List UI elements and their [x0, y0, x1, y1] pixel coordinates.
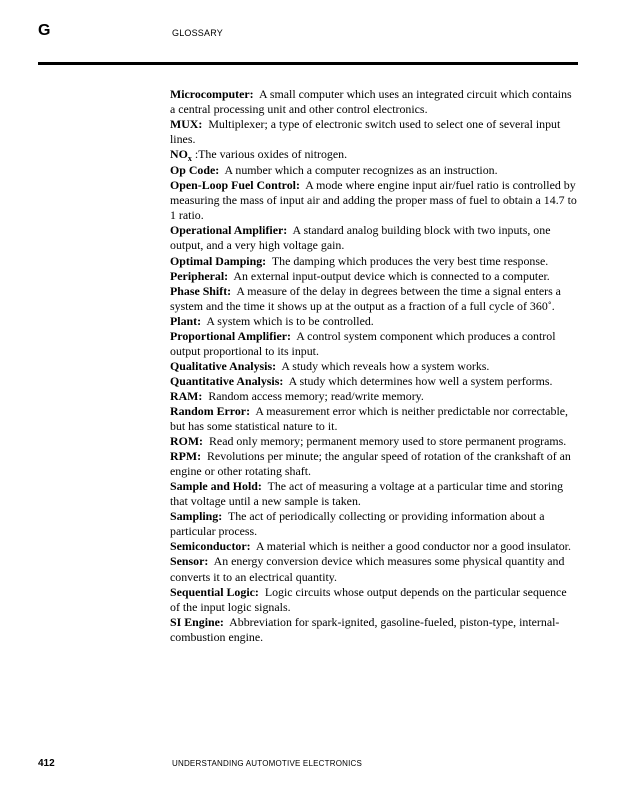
glossary-definition: Random access memory; read/write memory. — [208, 388, 424, 403]
glossary-term: MUX: — [170, 117, 203, 132]
glossary-entry — [170, 449, 578, 479]
glossary-entry — [170, 389, 578, 404]
glossary-term: Op Code: — [170, 163, 220, 178]
glossary-term: Optimal Damping: — [170, 253, 267, 268]
running-footer-title: UNDERSTANDING AUTOMOTIVE ELECTRONICS — [172, 759, 363, 768]
glossary-term: SI Engine: — [170, 614, 224, 629]
header-rule — [38, 62, 578, 65]
glossary-definition: A material which is neither a good conductor nor a good insulator. — [255, 539, 571, 554]
glossary-definition: A control system component which produces a control output proportional to its input. — [170, 328, 556, 358]
glossary-term: Microcomputer: — [170, 87, 254, 101]
glossary-definition: The damping which produces the very best time response. — [271, 253, 549, 268]
glossary-definition: Abbreviation for spark-ignited, gasoline-fueled, piston-type, internal-combustion engine. — [170, 614, 560, 644]
glossary-term: Sequential Logic: — [170, 584, 259, 599]
glossary-entries — [170, 87, 578, 645]
glossary-entry — [170, 87, 578, 117]
glossary-term: Qualitative Analysis: — [170, 358, 277, 373]
glossary-entry — [170, 314, 578, 329]
glossary-term: Proportional Amplifier: — [170, 328, 291, 343]
glossary-term: RPM: — [170, 449, 202, 464]
section-letter: G — [38, 22, 51, 39]
glossary-entry — [170, 554, 578, 584]
glossary-entry — [170, 178, 578, 223]
glossary-definition: The act of periodically collecting or providing information about a particular process. — [170, 509, 545, 539]
glossary-term: Semiconductor: — [170, 539, 251, 554]
glossary-entry — [170, 585, 578, 615]
glossary-term: Sampling: — [170, 509, 223, 524]
glossary-entry — [170, 254, 578, 269]
glossary-definition: A study which reveals how a system works. — [281, 358, 490, 373]
glossary-entry — [170, 163, 578, 178]
running-header-title: GLOSSARY — [172, 28, 223, 38]
glossary-definition: A small computer which uses an integrated circuit which contains a central processing unit and other control electronics. — [170, 87, 572, 117]
glossary-entry — [170, 434, 578, 449]
glossary-term: Peripheral: — [170, 268, 229, 283]
glossary-definition: A measure of the delay in degrees between the time a signal enters a system and the time it shows up at the output as a fraction of a full cycle of 360˚. — [170, 283, 561, 313]
glossary-term: RAM: — [170, 388, 203, 403]
glossary-term: Open-Loop Fuel Control: — [170, 178, 300, 193]
glossary-definition: A number which a computer recognizes as an instruction. — [224, 163, 498, 178]
glossary-entry — [170, 374, 578, 389]
glossary-entry — [170, 359, 578, 374]
glossary-entry — [170, 269, 578, 284]
glossary-entry — [170, 284, 578, 314]
glossary-definition: Multiplexer; a type of electronic switch used to select one of several input lines. — [170, 117, 561, 147]
glossary-definition: Revolutions per minute; the angular speed of rotation of the crankshaft of an engine or other rotating shaft. — [170, 449, 571, 479]
glossary-term: Sample and Hold: — [170, 479, 262, 494]
glossary-term: Operational Amplifier: — [170, 223, 288, 238]
glossary-entry — [170, 147, 578, 163]
glossary-definition: Logic circuits whose output depends on the particular sequence of the input logic signals. — [170, 584, 567, 614]
glossary-entry — [170, 509, 578, 539]
glossary-definition: :The various oxides of nitrogen. — [194, 147, 348, 162]
glossary-term: Random Error: — [170, 403, 251, 418]
glossary-definition: An external input-output device which is connected to a computer. — [233, 268, 550, 283]
glossary-definition: A standard analog building block with two inputs, one output, and a very high voltage gain. — [170, 223, 551, 253]
glossary-term-subscript: x — [187, 154, 192, 164]
page-number: 412 — [38, 758, 55, 769]
glossary-definition: A study which determines how well a system performs. — [288, 373, 553, 388]
glossary-term: ROM: — [170, 434, 204, 449]
glossary-entry — [170, 329, 578, 359]
glossary-term: Phase Shift: — [170, 283, 232, 298]
glossary-entry — [170, 539, 578, 554]
glossary-definition: A system which is to be controlled. — [206, 313, 374, 328]
glossary-entry — [170, 615, 578, 645]
glossary-entry — [170, 223, 578, 253]
glossary-term: Quantitative Analysis: — [170, 373, 284, 388]
glossary-definition: An energy conversion device which measures some physical quantity and converts it to an electrical quantity. — [170, 554, 565, 584]
glossary-definition: A mode where engine input air/fuel ratio is controlled by measuring the mass of input air and adding the proper mass of fuel to obtain a 14.7 to 1 ratio. — [170, 178, 577, 223]
glossary-definition: Read only memory; permanent memory used to store permanent programs. — [208, 434, 567, 449]
glossary-term: NO — [170, 147, 188, 162]
glossary-entry — [170, 404, 578, 434]
glossary-term: Sensor: — [170, 554, 209, 569]
glossary-entry — [170, 479, 578, 509]
glossary-term: Plant: — [170, 313, 202, 328]
glossary-entry — [170, 117, 578, 147]
glossary-definition: The act of measuring a voltage at a particular time and storing that voltage until a new sample is taken. — [170, 479, 564, 509]
glossary-definition: A measurement error which is neither predictable nor correctable, but has some statistical nature to it. — [170, 403, 568, 434]
